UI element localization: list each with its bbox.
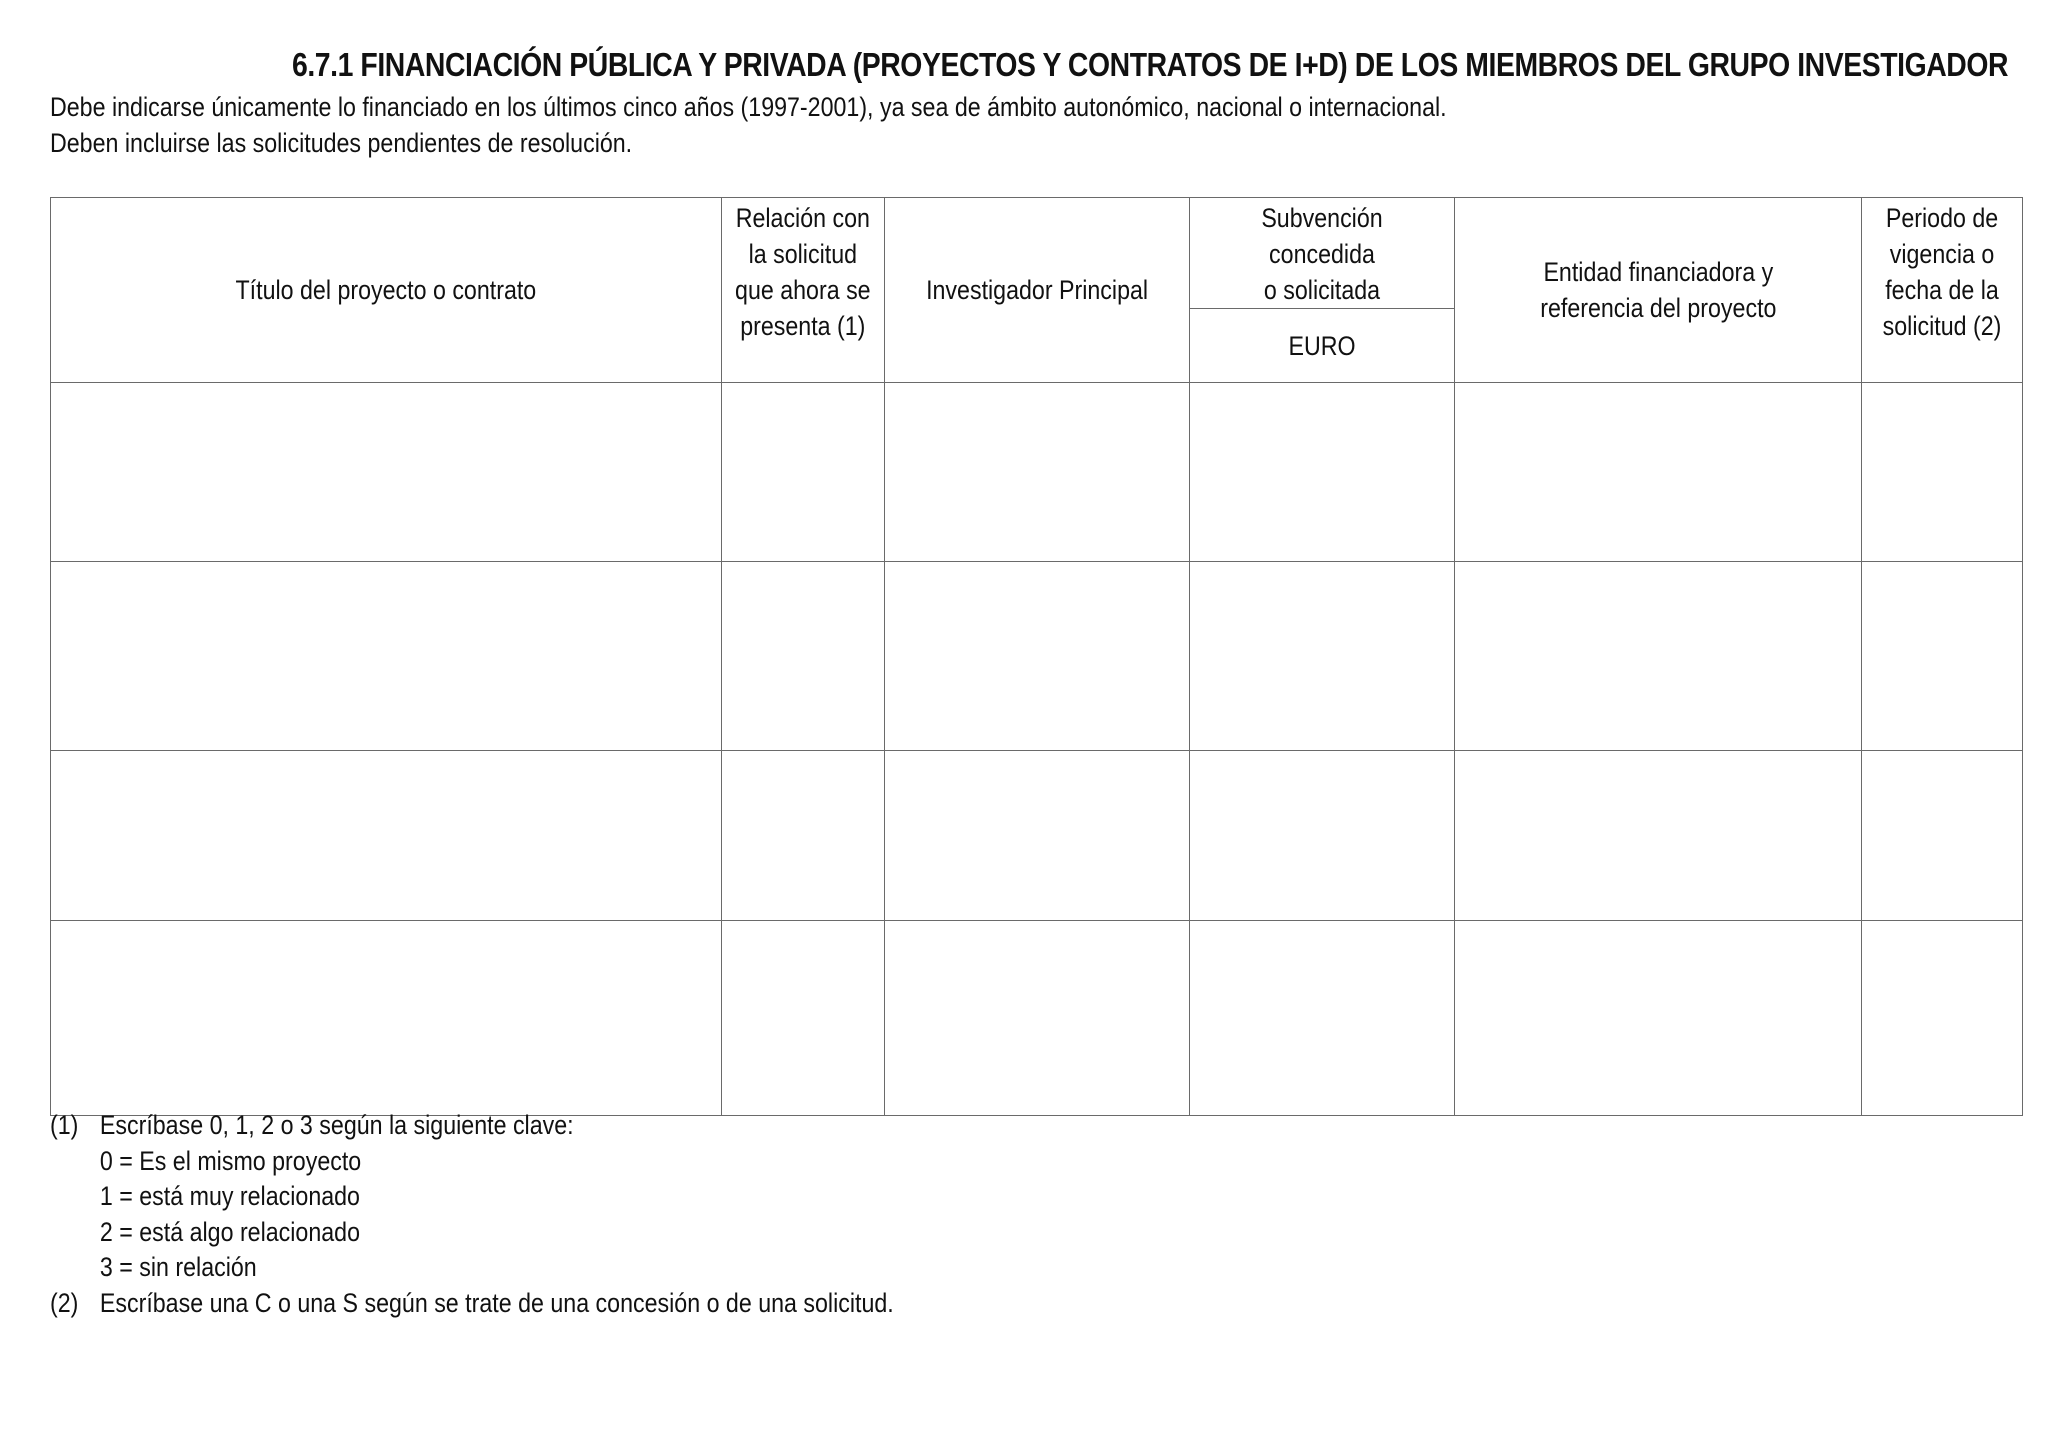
header-titulo: Título del proyecto o contrato	[51, 198, 722, 383]
header-investigador: Investigador Principal	[885, 198, 1190, 383]
cell-relacion[interactable]	[722, 383, 885, 562]
cell-investigador[interactable]	[885, 751, 1190, 921]
cell-entidad[interactable]	[1455, 921, 1862, 1116]
cell-periodo[interactable]	[1862, 751, 2023, 921]
cell-titulo[interactable]	[51, 383, 722, 562]
table-row	[51, 562, 2023, 751]
header-subvencion: Subvención concedida o solicitada	[1190, 198, 1455, 309]
page-title: 6.7.1 FINANCIACIÓN PÚBLICA Y PRIVADA (PROYECTOS Y CONTRATOS DE I+D) DE LOS MIEMBROS DEL GRUPO INVESTIGADOR	[292, 46, 2009, 83]
footnote-1-key-0: 0 = Es el mismo proyecto	[99, 1145, 362, 1176]
cell-subvencion[interactable]	[1190, 383, 1455, 562]
header-periodo: Periodo de vigencia o fecha de la solicitud (2)	[1862, 198, 2023, 383]
cell-relacion[interactable]	[722, 921, 885, 1116]
footnote-2-mark: (2)	[50, 1287, 79, 1318]
cell-investigador[interactable]	[885, 921, 1190, 1116]
footnote-1-key-2: 2 = está algo relacionado	[99, 1216, 361, 1247]
footnote-1-key-1: 1 = está muy relacionado	[99, 1181, 360, 1211]
footnotes	[50, 1108, 894, 1321]
intro-text-period: Debe indicarse únicamente lo financiado en los últimos cinco años (1997-2001), ya sea de ámbito autonómico, nacional o internacional.	[50, 92, 1447, 122]
cell-entidad[interactable]	[1455, 562, 1862, 751]
cell-periodo[interactable]	[1862, 921, 2023, 1116]
footnote-1-key-3: 3 = sin relación	[99, 1252, 257, 1282]
header-subvencion-unit: EURO	[1190, 309, 1455, 383]
table-row	[51, 383, 2023, 562]
footnote-2	[50, 1286, 894, 1322]
footnote-1	[50, 1108, 894, 1144]
cell-titulo[interactable]	[51, 751, 722, 921]
header-relacion: Relación con la solicitud que ahora se presenta (1)	[722, 198, 885, 383]
cell-relacion[interactable]	[722, 562, 885, 751]
cell-subvencion[interactable]	[1190, 562, 1455, 751]
financing-table	[50, 197, 2023, 1116]
table-row	[51, 921, 2023, 1116]
cell-relacion[interactable]	[722, 751, 885, 921]
footnote-2-text: Escríbase una C o una S según se trate de una concesión o de una solicitud.	[99, 1287, 894, 1318]
cell-entidad[interactable]	[1455, 383, 1862, 562]
footnote-1-mark: (1)	[50, 1110, 79, 1140]
cell-subvencion[interactable]	[1190, 921, 1455, 1116]
cell-subvencion[interactable]	[1190, 751, 1455, 921]
footnote-1-text: Escríbase 0, 1, 2 o 3 según la siguiente clave:	[99, 1110, 574, 1140]
cell-investigador[interactable]	[885, 562, 1190, 751]
cell-titulo[interactable]	[51, 562, 722, 751]
cell-periodo[interactable]	[1862, 383, 2023, 562]
cell-investigador[interactable]	[885, 383, 1190, 562]
cell-periodo[interactable]	[1862, 562, 2023, 751]
cell-entidad[interactable]	[1455, 751, 1862, 921]
cell-titulo[interactable]	[51, 921, 722, 1116]
header-entidad: Entidad financiadora y referencia del proyecto	[1455, 198, 1862, 383]
intro-text-pending: Deben incluirse las solicitudes pendientes de resolución.	[50, 128, 633, 158]
table-row	[51, 751, 2023, 921]
